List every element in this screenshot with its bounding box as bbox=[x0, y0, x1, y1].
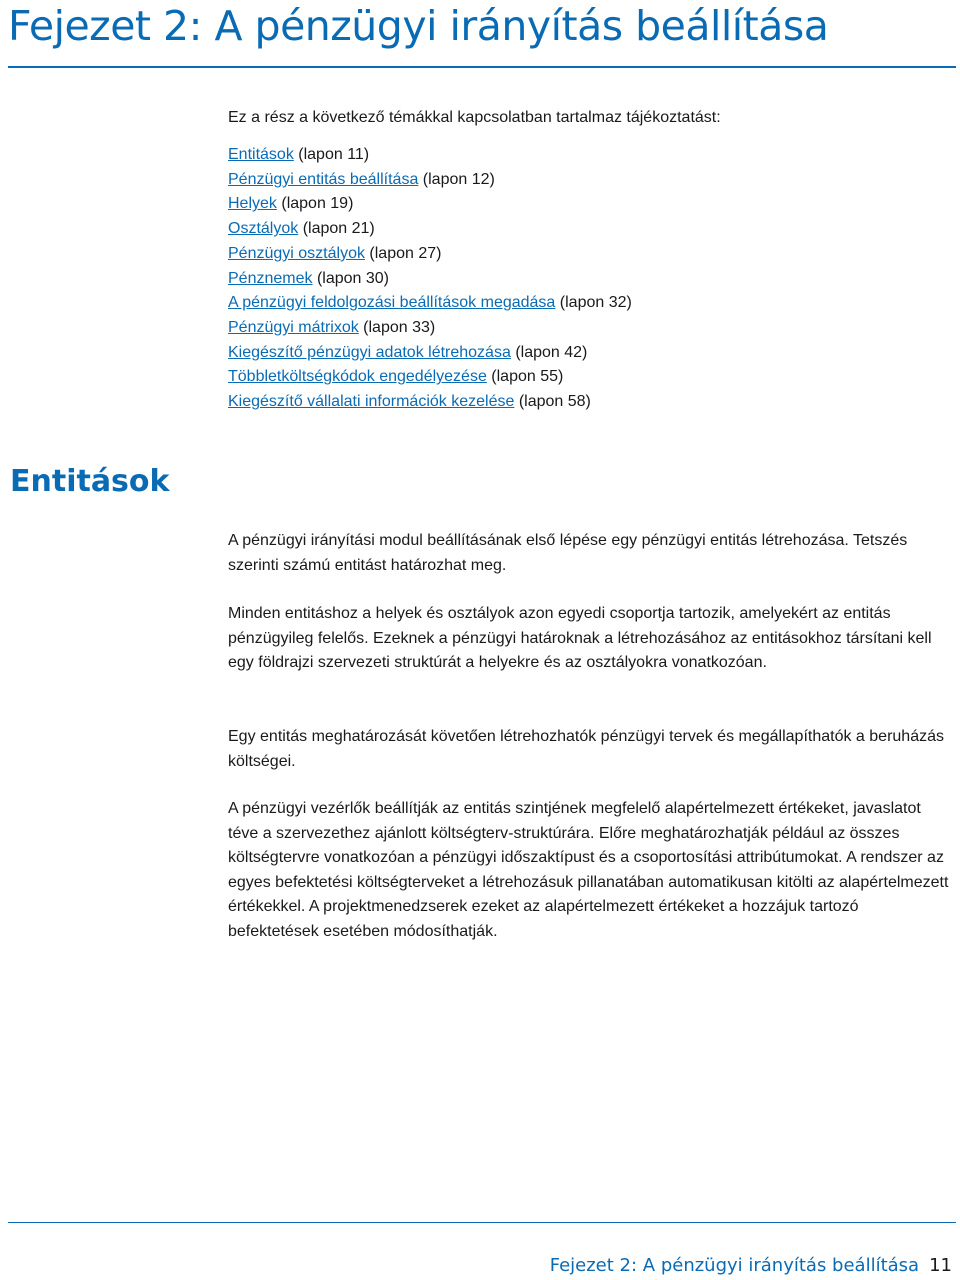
page-footer bbox=[550, 1254, 952, 1278]
body-paragraph: Minden entitáshoz a helyek és osztályok azon egyedi csoportja tartozik, amelyekért az entitás pénzügyileg felelős. Ezeknek a pénzügyi határoknak a létrehozásához az entitásokhoz társítani kell egy földrajzi szervezeti struktúrát a helyekre és az osztályokra vonatkozóan. bbox=[228, 605, 932, 671]
toc-link-kiegeszito-penzugyi-adatok[interactable]: Kiegészítő pénzügyi adatok létrehozása bbox=[228, 343, 511, 361]
body-paragraph: A pénzügyi vezérlők beállítják az entitás szintjének megfelelő alapértelmezett értékeket, javaslatot téve a szervezethez ajánlott költségterv-struktúrára. Előre meghatározhatják például az összes költségtervre vonatkozóan a pénzügyi időszaktípust és a csoportosítási attribútumokat. A rendszer az egyes befektetési költségterveket a létrehozásuk pillanatában automatikusan kitölti az alapértelmezett értékekkel. A projektmenedzserek ezeket az alapértelmezett értékeket a hozzájuk tartozó befektetések esetében módosíthatják. bbox=[228, 800, 949, 940]
body-paragraph: Egy entitás meghatározását követően létrehozhatók pénzügyi tervek és megállapíthatók a beruházás költségei. bbox=[228, 728, 944, 770]
list-item bbox=[228, 168, 632, 193]
toc-link-osztalyok[interactable]: Osztályok bbox=[228, 220, 299, 238]
list-item bbox=[228, 341, 632, 366]
page-ref: (lapon 21) bbox=[302, 220, 375, 238]
list-item bbox=[228, 143, 632, 168]
footer-divider bbox=[8, 1222, 956, 1223]
toc-link-penzugyi-matrixok[interactable]: Pénzügyi mátrixok bbox=[228, 318, 359, 336]
topic-list bbox=[228, 143, 632, 415]
page-ref: (lapon 55) bbox=[491, 368, 564, 386]
intro-text: Ez a rész a következő témákkal kapcsolatban tartalmaz tájékoztatást: bbox=[228, 109, 721, 126]
list-item bbox=[228, 291, 632, 316]
body-paragraph: A pénzügyi irányítási modul beállításának első lépése egy pénzügyi entitás létrehozása. Tetszés szerinti számú entitást határozhat meg. bbox=[228, 532, 908, 574]
page-ref: (lapon 58) bbox=[518, 393, 591, 411]
page-ref: (lapon 11) bbox=[298, 146, 370, 163]
list-item bbox=[228, 217, 632, 242]
page-ref: (lapon 19) bbox=[281, 195, 354, 213]
toc-link-helyek[interactable]: Helyek bbox=[228, 195, 277, 213]
page-ref: (lapon 33) bbox=[363, 318, 436, 336]
page-ref: (lapon 30) bbox=[316, 269, 389, 287]
chapter-title: Fejezet 2: A pénzügyi irányítás beállítása bbox=[8, 2, 829, 50]
toc-link-penzugyi-entitas-beallitasa[interactable]: Pénzügyi entitás beállítása bbox=[228, 170, 419, 188]
toc-link-tobbletkoltsegkodok[interactable]: Többletköltségkódok engedélyezése bbox=[228, 368, 487, 386]
page-ref: (lapon 42) bbox=[515, 343, 588, 361]
page-ref: (lapon 27) bbox=[369, 244, 442, 262]
list-item bbox=[228, 242, 632, 267]
page-ref: (lapon 32) bbox=[559, 294, 632, 312]
list-item bbox=[228, 316, 632, 341]
toc-link-penzugyi-osztalyok[interactable]: Pénzügyi osztályok bbox=[228, 244, 365, 262]
section-heading: Entitások bbox=[10, 464, 170, 499]
title-divider bbox=[8, 66, 956, 68]
list-item bbox=[228, 390, 632, 415]
toc-link-feldolgozasi-beallitasok[interactable]: A pénzügyi feldolgozási beállítások megadása bbox=[228, 294, 556, 312]
list-item bbox=[228, 365, 632, 390]
page-ref: (lapon 12) bbox=[422, 170, 495, 188]
toc-link-kiegeszito-vallalati-informaciok[interactable]: Kiegészítő vállalati információk kezelése bbox=[228, 393, 515, 411]
toc-link-entitasok[interactable]: Entitások bbox=[228, 146, 294, 163]
page-number: 11 bbox=[929, 1255, 952, 1276]
toc-link-penznemek[interactable]: Pénznemek bbox=[228, 269, 313, 287]
list-item bbox=[228, 267, 632, 292]
footer-title: Fejezet 2: A pénzügyi irányítás beállítása bbox=[549, 1255, 920, 1276]
list-item bbox=[228, 192, 632, 217]
